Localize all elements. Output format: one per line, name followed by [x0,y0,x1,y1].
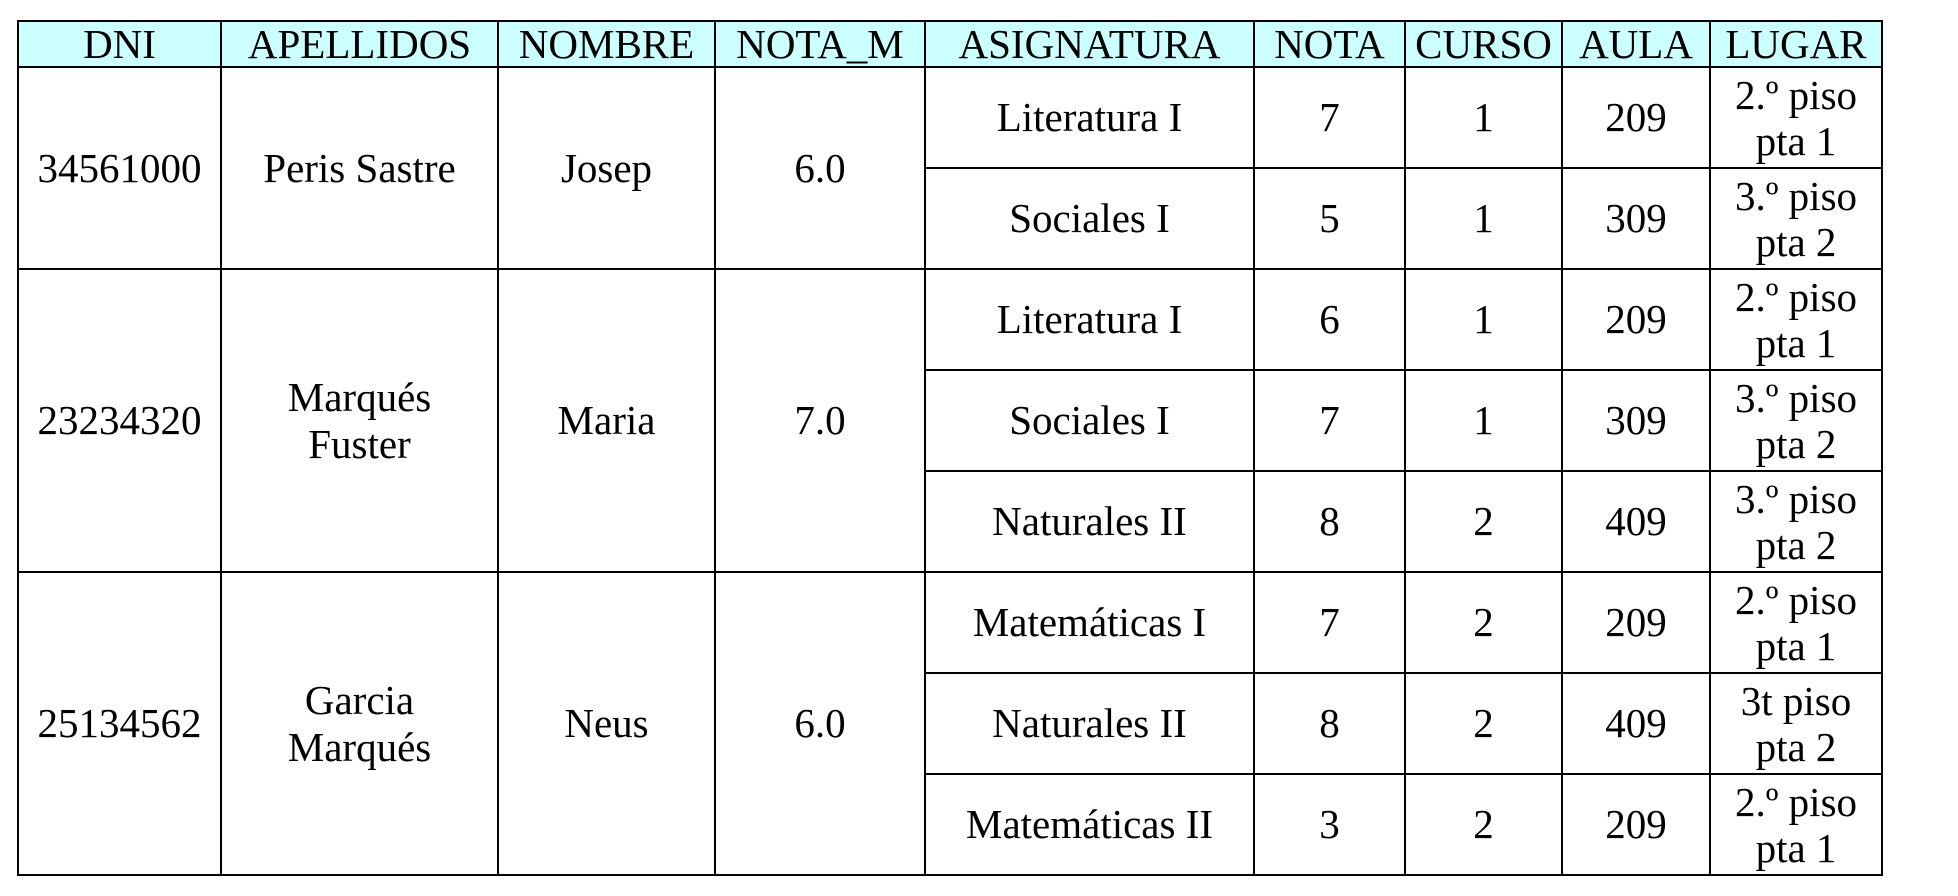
grades-table [17,20,1883,876]
asignatura-cell: Literatura I [925,67,1254,168]
lugar-cell [1710,67,1882,168]
asignatura-cell: Sociales I [925,370,1254,471]
nota-cell: 8 [1254,471,1405,572]
lugar-cell [1710,471,1882,572]
asignatura-cell: Matemáticas II [925,774,1254,875]
nota-m-cell: 7.0 [715,269,925,572]
curso-cell: 2 [1405,471,1562,572]
apellidos-line: Peris Sastre [263,144,456,191]
lugar-line: 3t piso [1740,677,1852,724]
apellidos-cell [221,67,498,269]
nota-cell: 3 [1254,774,1405,875]
lugar-cell [1710,572,1882,673]
aula-cell: 209 [1562,774,1710,875]
lugar-line: pta 2 [1755,723,1837,770]
curso-cell: 1 [1405,168,1562,269]
lugar-line: pta 2 [1755,521,1837,568]
lugar-line: 2.º piso [1734,71,1858,118]
header-curso: CURSO [1405,21,1562,67]
curso-cell: 1 [1405,67,1562,168]
header-nombre: NOMBRE [498,21,715,67]
lugar-cell [1710,774,1882,875]
lugar-line: pta 1 [1755,117,1837,164]
asignatura-cell: Literatura I [925,269,1254,370]
aula-cell: 209 [1562,67,1710,168]
nota-cell: 8 [1254,673,1405,774]
apellidos-line: Fuster [308,420,411,467]
lugar-cell [1710,370,1882,471]
lugar-cell [1710,168,1882,269]
nota-cell: 5 [1254,168,1405,269]
nota-cell: 7 [1254,67,1405,168]
apellidos-line: Marqués [287,373,432,420]
apellidos-cell [221,572,498,875]
lugar-line: pta 2 [1755,420,1837,467]
asignatura-cell: Sociales I [925,168,1254,269]
header-nota-m: NOTA_M [715,21,925,67]
header-dni: DNI [18,21,221,67]
lugar-line: 2.º piso [1734,576,1858,623]
table-body [18,67,1882,875]
aula-cell: 209 [1562,269,1710,370]
lugar-line: 3.º piso [1734,172,1858,219]
apellidos-line: Garcia [304,676,415,723]
aula-cell: 209 [1562,572,1710,673]
table-row [18,269,1882,370]
asignatura-cell: Naturales II [925,673,1254,774]
table-row [18,67,1882,168]
lugar-cell [1710,269,1882,370]
aula-cell: 309 [1562,370,1710,471]
apellidos-cell [221,269,498,572]
asignatura-cell: Matemáticas I [925,572,1254,673]
nombre-cell: Maria [498,269,715,572]
nota-cell: 6 [1254,269,1405,370]
header-lugar: LUGAR [1710,21,1882,67]
aula-cell: 409 [1562,673,1710,774]
lugar-line: 2.º piso [1734,778,1858,825]
nota-cell: 7 [1254,572,1405,673]
lugar-line: pta 1 [1755,319,1837,366]
curso-cell: 2 [1405,572,1562,673]
curso-cell: 2 [1405,673,1562,774]
dni-cell: 23234320 [18,269,221,572]
asignatura-cell: Naturales II [925,471,1254,572]
nota-cell: 7 [1254,370,1405,471]
nota-m-cell: 6.0 [715,67,925,269]
header-asignatura: ASIGNATURA [925,21,1254,67]
lugar-line: 3.º piso [1734,475,1858,522]
curso-cell: 1 [1405,370,1562,471]
dni-cell: 25134562 [18,572,221,875]
header-nota: NOTA [1254,21,1405,67]
curso-cell: 1 [1405,269,1562,370]
header-aula: AULA [1562,21,1710,67]
lugar-line: 3.º piso [1734,374,1858,421]
curso-cell: 2 [1405,774,1562,875]
aula-cell: 309 [1562,168,1710,269]
header-apellidos: APELLIDOS [221,21,498,67]
nombre-cell: Neus [498,572,715,875]
lugar-cell [1710,673,1882,774]
dni-cell: 34561000 [18,67,221,269]
apellidos-line: Marqués [287,723,432,770]
table-row [18,572,1882,673]
nota-m-cell: 6.0 [715,572,925,875]
nombre-cell: Josep [498,67,715,269]
header-row [18,21,1882,67]
lugar-line: pta 2 [1755,218,1837,265]
lugar-line: 2.º piso [1734,273,1858,320]
aula-cell: 409 [1562,471,1710,572]
lugar-line: pta 1 [1755,622,1837,669]
lugar-line: pta 1 [1755,824,1837,871]
